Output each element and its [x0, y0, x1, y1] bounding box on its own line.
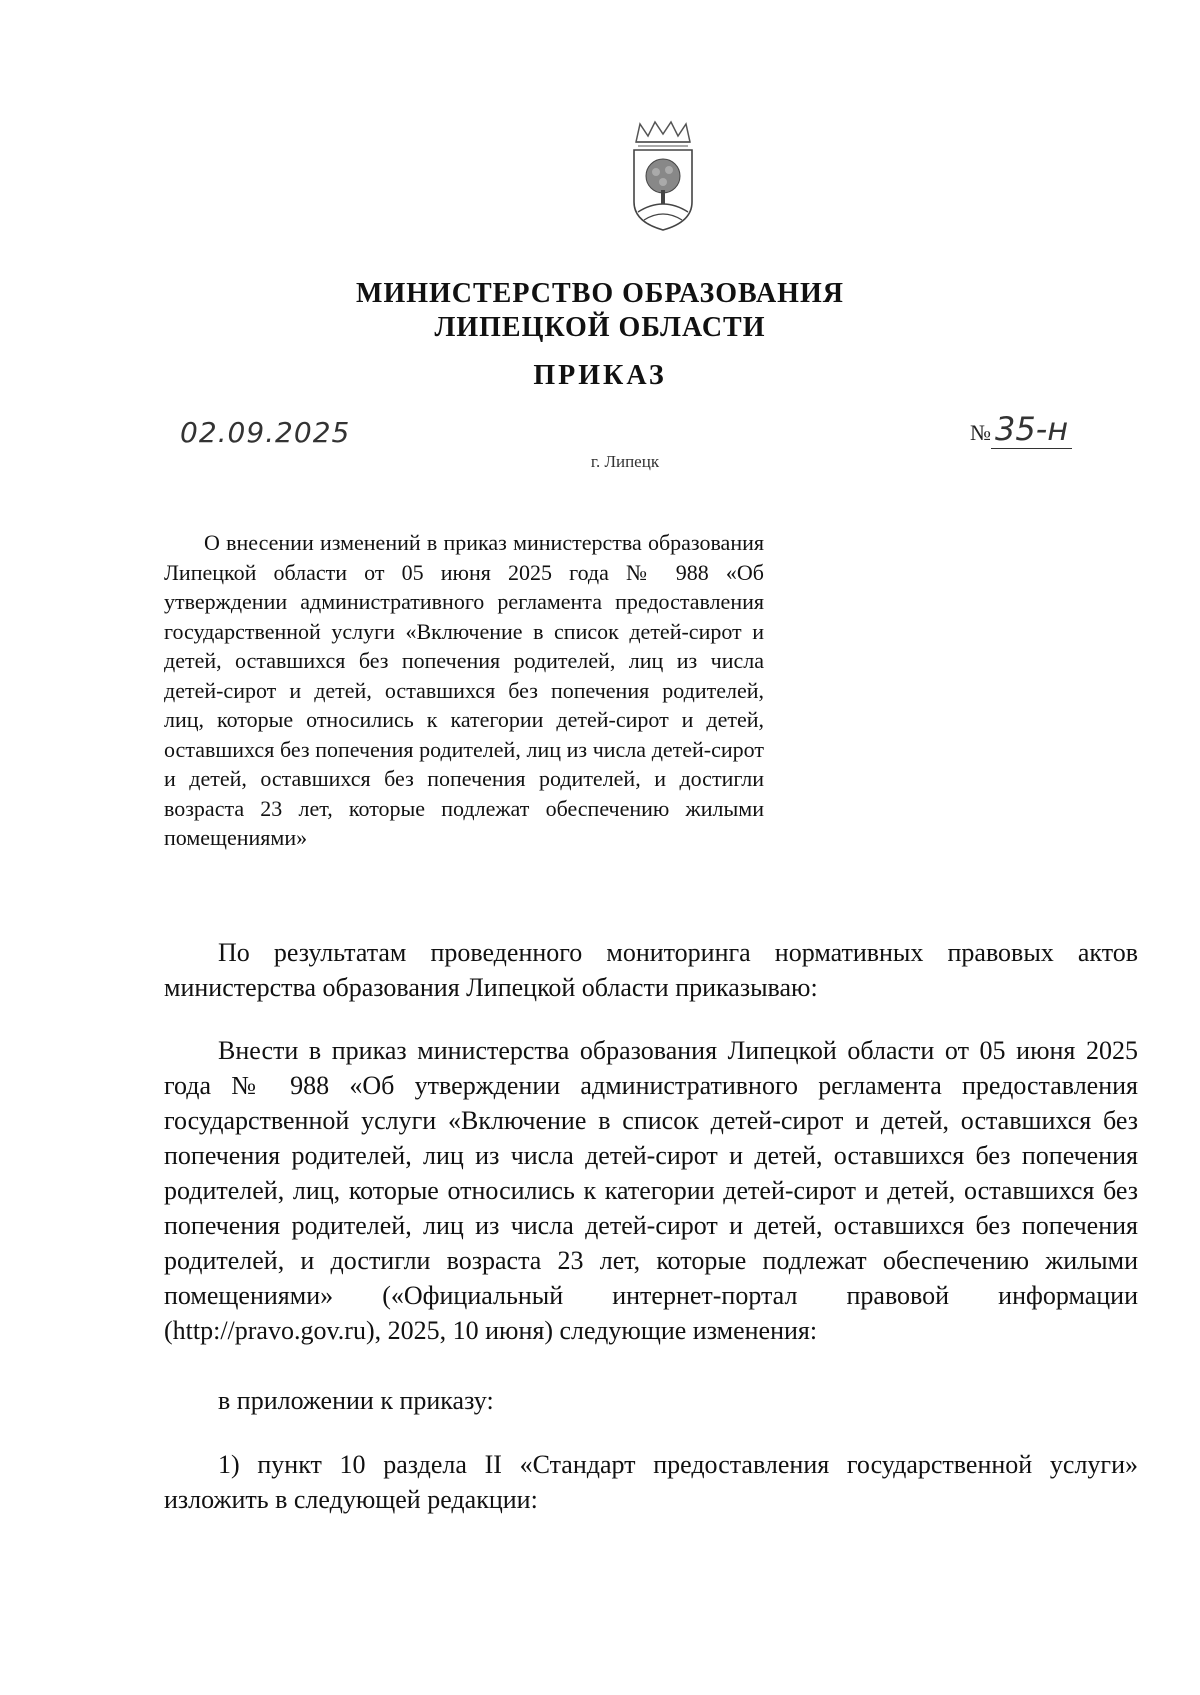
ministry-name-line1: МИНИСТЕРСТВО ОБРАЗОВАНИЯ: [356, 278, 844, 309]
document-type-title: ПРИКАЗ: [533, 360, 667, 391]
number-prefix: №: [970, 420, 991, 445]
order-number: 35-н: [991, 410, 1072, 449]
order-number-block: [970, 410, 1072, 448]
paragraph-item-1: 1) пункт 10 раздела II «Стандарт предоставления государственной услуги» изложить в следующей редакции:: [164, 1450, 1138, 1514]
paragraph-preamble: По результатам проведенного мониторинга нормативных правовых актов министерства образования Липецкой области приказываю:: [164, 938, 1138, 1002]
ministry-name-line2: ЛИПЕЦКОЙ ОБЛАСТИ: [434, 312, 766, 343]
paragraph-amendment: Внести в приказ министерства образования Липецкой области от 05 июня 2025 года № 988 «Об утверждении административного регламента предоставления государственной услуги «Включение в список детей-сирот и детей, оставшихся без попечения родителей, лиц из числа детей-сирот и детей, оставшихся без попечения родителей, лиц, которые относились к категории детей-сирот и детей, оставшихся без попечения родителей, лиц из числа детей-сирот и детей, оставшихся без попечения родителей, и достигли возраста 23 лет, которые подлежат обеспечению жилыми помещениями» («Официальный интернет-портал правовой информации (http://pravo.gov.ru), 2025, 10 июня) следующие изменения:: [164, 1036, 1138, 1345]
order-date: 02.09.2025: [180, 416, 351, 449]
paragraph-appendix: в приложении к приказу:: [218, 1386, 494, 1415]
order-subject: О внесении изменений в приказ министерства образования Липецкой области от 05 июня 2025 года № 988 «Об утверждении административного регламента предоставления государственной услуги «Включение в список детей-сирот и детей, оставшихся без попечения родителей, лиц из числа детей-сирот и детей, оставшихся без попечения родителей, лиц, которые относились к категории детей-сирот и детей, оставшихся без попечения родителей, лиц из числа детей-сирот и детей, оставшихся без попечения родителей, и достигли возраста 23 лет, которые подлежат обеспечению жилыми помещениями»: [164, 530, 764, 850]
city-label: г. Липецк: [590, 452, 660, 471]
coat-of-arms-icon: [630, 120, 696, 232]
